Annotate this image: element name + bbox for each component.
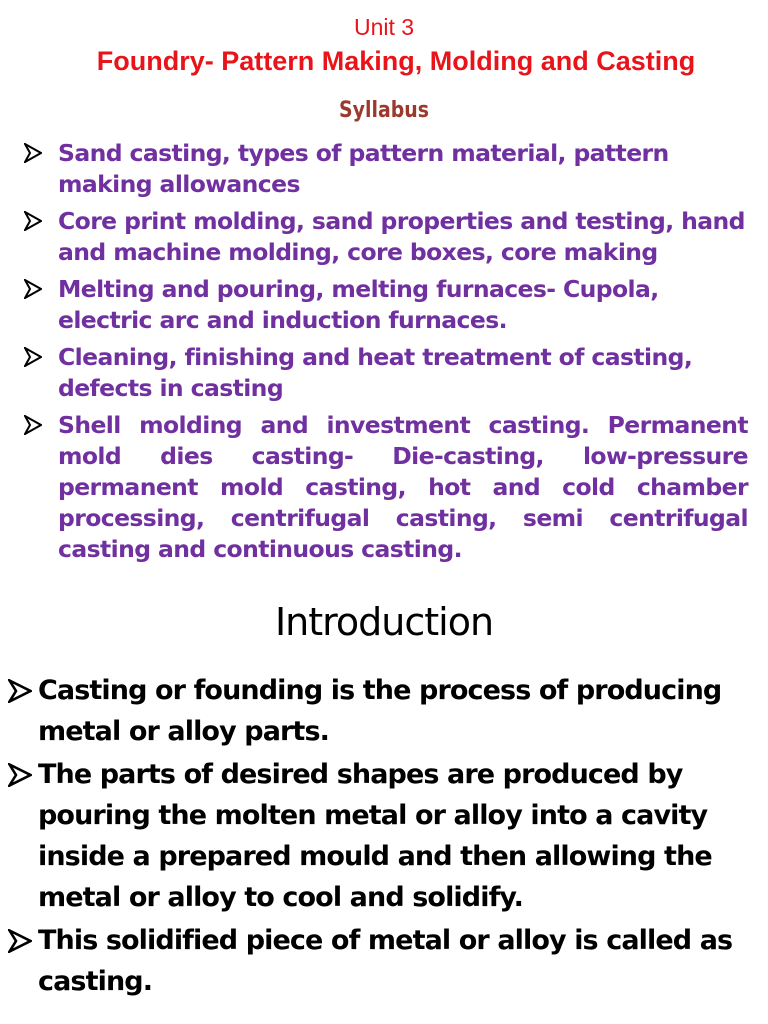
introduction-item (8, 670, 748, 752)
syllabus-item-text: Melting and pouring, melting furnaces- Cupola, electric arc and induction furnaces. (58, 275, 659, 334)
arrow-bullet-icon (24, 279, 42, 299)
introduction-item-text: Casting or founding is the process of producing metal or alloy parts. (38, 675, 722, 747)
arrow-bullet-icon (24, 211, 42, 231)
syllabus-item (24, 342, 748, 404)
arrow-bullet-icon (24, 415, 42, 435)
introduction-slide (0, 590, 768, 1024)
syllabus-item (24, 206, 748, 268)
syllabus-item-text: Cleaning, finishing and heat treatment of casting, defects in casting (58, 343, 693, 402)
introduction-item (8, 920, 748, 1002)
arrow-bullet-icon (8, 763, 32, 787)
introduction-item-text: This solidified piece of metal or alloy is called as casting. (38, 925, 733, 997)
syllabus-item (24, 138, 748, 200)
syllabus-item (24, 410, 748, 565)
syllabus-heading: Syllabus (339, 98, 429, 123)
arrow-bullet-icon (24, 143, 42, 163)
syllabus-item (24, 274, 748, 336)
introduction-item (8, 754, 748, 918)
syllabus-list (24, 138, 748, 571)
arrow-bullet-icon (8, 679, 32, 703)
syllabus-item-text: Core print molding, sand properties and testing, hand and machine molding, core boxes, core making (58, 207, 745, 266)
arrow-bullet-icon (24, 347, 42, 367)
introduction-heading: Introduction (274, 600, 494, 644)
introduction-list (8, 670, 748, 1004)
unit-title: Foundry- Pattern Making, Molding and Casting (96, 46, 696, 76)
syllabus-item-text: Shell molding and investment casting. Permanent mold dies casting- Die-casting, low-pressure permanent mold casting, hot and cold chamber processing, centrifugal casting, semi centrifugal casting and continuous casting. (58, 411, 748, 563)
introduction-item-text: The parts of desired shapes are produced by pouring the molten metal or alloy into a cavity inside a prepared mould and then allowing the metal or alloy to cool and solidify. (38, 759, 712, 913)
arrow-bullet-icon (8, 929, 32, 953)
syllabus-item-text: Sand casting, types of pattern material, pattern making allowances (58, 139, 669, 198)
unit-label: Unit 3 (353, 14, 415, 40)
